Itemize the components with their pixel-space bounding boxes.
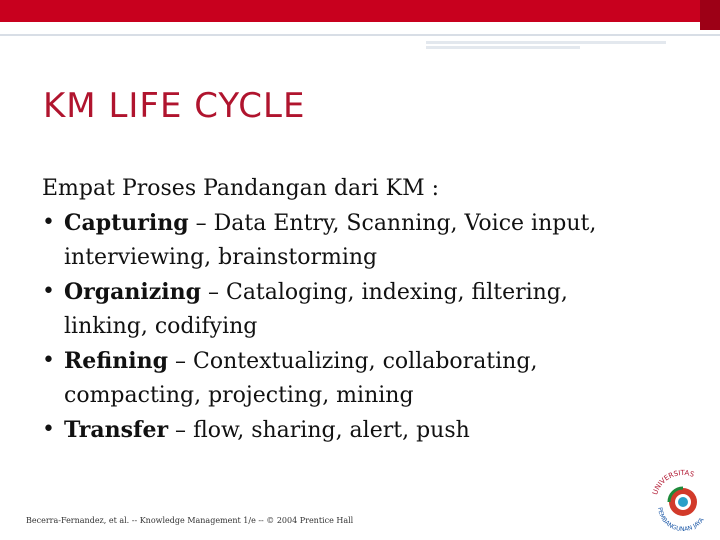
bullet-term: Organizing — [64, 279, 201, 305]
bullet-desc: Data Entry, Scanning, Voice input, — [213, 211, 597, 236]
intro-text: Empat Proses Pandangan dari KM : — [42, 176, 440, 201]
slide-body — [42, 172, 702, 448]
header-stripe-accent-2 — [426, 46, 580, 49]
top-banner-corner — [700, 0, 720, 30]
bullet-dot: • — [42, 279, 55, 304]
bullet-dot: • — [42, 348, 55, 373]
bullet-dot: • — [42, 417, 55, 442]
header-stripe — [0, 34, 720, 36]
bullet-continuation: linking, codifying — [64, 314, 258, 339]
seal-text-bottom: PEMBANGUNAN JAYA — [655, 506, 706, 534]
bullet-organizing: • Organizing – Cataloging, indexing, filtering, — [42, 275, 702, 310]
bullet-dot: • — [42, 210, 55, 235]
bullet-term: Capturing — [64, 210, 189, 236]
bullet-term: Transfer — [64, 417, 169, 443]
bullet-desc: flow, sharing, alert, push — [193, 418, 470, 443]
top-banner — [0, 0, 720, 22]
bullet-desc: Contextualizing, collaborating, — [193, 349, 538, 374]
bullet-term: Refining — [64, 348, 169, 374]
bullet-continuation: compacting, projecting, mining — [64, 383, 414, 408]
slide-footer: Becerra-Fernandez, et al. -- Knowledge Management 1/e -- © 2004 Prentice Hall — [26, 516, 354, 525]
header-stripe-accent — [426, 41, 666, 44]
bullet-refining: • Refining – Contextualizing, collaborating, — [42, 344, 702, 379]
university-seal-icon — [646, 462, 720, 536]
bullet-transfer: • Transfer – flow, sharing, alert, push — [42, 413, 702, 448]
slide-title: KM LIFE CYCLE — [43, 86, 306, 126]
bullet-continuation: interviewing, brainstorming — [64, 245, 378, 270]
bullet-capturing: • Capturing – Data Entry, Scanning, Voice input, — [42, 206, 702, 241]
bullet-desc: Cataloging, indexing, filtering, — [225, 280, 568, 305]
seal-text-top: UNIVERSITAS — [651, 468, 696, 496]
